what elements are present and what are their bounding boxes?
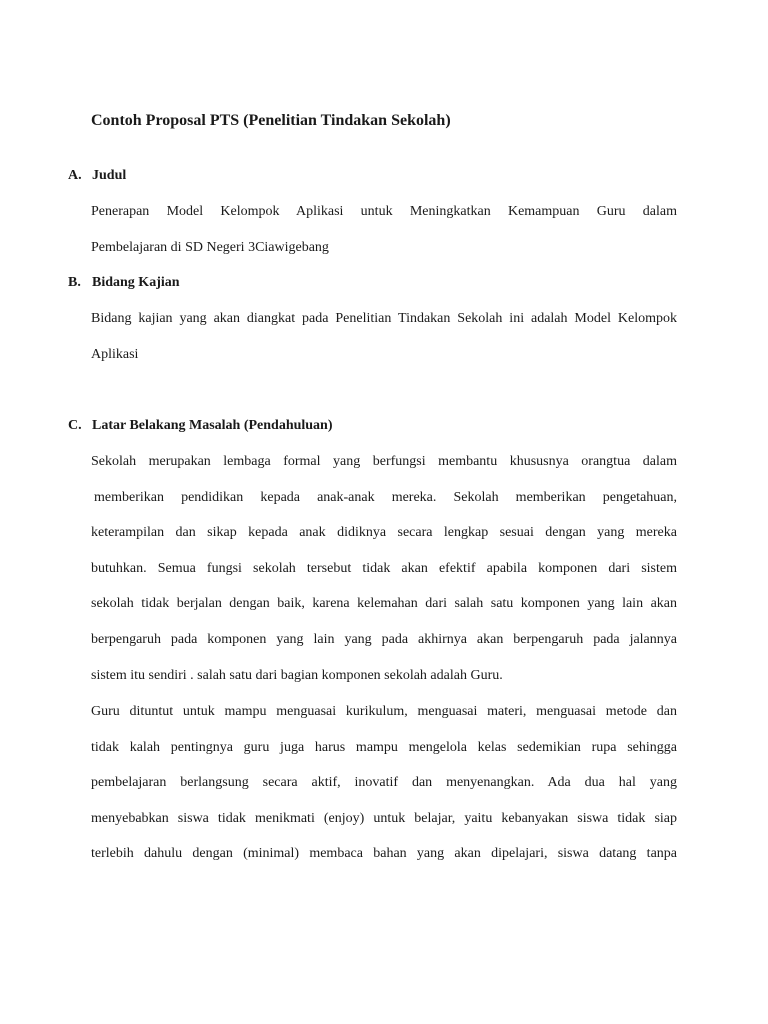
section-c-paragraph-2 — [91, 694, 677, 872]
paragraph-line: keterampilan dan sikap kepada anak didiknya secara lengkap sesuai dengan yang mereka — [91, 525, 677, 541]
section-b-paragraph — [91, 301, 677, 372]
section-letter: A. — [68, 168, 82, 183]
section-c-paragraph-1 — [91, 444, 677, 693]
section-a-paragraph — [91, 194, 677, 265]
paragraph-line: Bidang kajian yang akan diangkat pada Penelitian Tindakan Sekolah ini adalah Model Kelompok — [91, 311, 677, 326]
section-letter: C. — [68, 418, 82, 433]
section-title: Judul — [92, 168, 127, 183]
section-letter: B. — [68, 275, 81, 290]
paragraph-line: Pembelajaran di SD Negeri 3Ciawigebang — [91, 239, 329, 255]
section-title: Bidang Kajian — [92, 275, 180, 290]
paragraph-line: butuhkan. Semua fungsi sekolah tersebut tidak akan efektif apabila komponen dari sistem — [91, 560, 677, 576]
paragraph-line: sekolah tidak berjalan dengan baik, karena kelemahan dari salah satu komponen yang lain akan — [91, 596, 677, 612]
paragraph-line: berpengaruh pada komponen yang lain yang pada akhirnya akan berpengaruh pada jalannya — [91, 631, 677, 647]
document-title: Contoh Proposal PTS (Penelitian Tindakan Sekolah) — [91, 112, 451, 129]
paragraph-line: sistem itu sendiri . salah satu dari bagian komponen sekolah adalah Guru. — [91, 667, 503, 683]
paragraph-line: tidak kalah pentingnya guru juga harus mampu mengelola kelas sedemikian rupa sehingga — [91, 739, 677, 755]
paragraph-line: terlebih dahulu dengan (minimal) membaca bahan yang akan dipelajari, siswa datang tanpa — [91, 846, 677, 862]
section-c-heading — [68, 418, 333, 434]
paragraph-line: pembelajaran berlangsung secara aktif, inovatif dan menyenangkan. Ada dua hal yang — [91, 775, 677, 791]
paragraph-line: Guru dituntut untuk mampu menguasai kurikulum, menguasai materi, menguasai metode dan — [91, 704, 677, 719]
paragraph-line: Sekolah merupakan lembaga formal yang berfungsi membantu khususnya orangtua dalam — [91, 454, 677, 469]
section-a-heading — [68, 168, 126, 184]
paragraph-line: Penerapan Model Kelompok Aplikasi untuk Meningkatkan Kemampuan Guru dalam — [91, 204, 677, 219]
paragraph-line: memberikan pendidikan kepada anak-anak mereka. Sekolah memberikan pengetahuan, — [94, 489, 677, 505]
section-b-heading — [68, 275, 180, 291]
section-title: Latar Belakang Masalah (Pendahuluan) — [92, 418, 333, 433]
paragraph-line: Aplikasi — [91, 346, 139, 362]
paragraph-line: menyebabkan siswa tidak menikmati (enjoy) untuk belajar, yaitu kebanyakan siswa tidak siap — [91, 810, 677, 826]
